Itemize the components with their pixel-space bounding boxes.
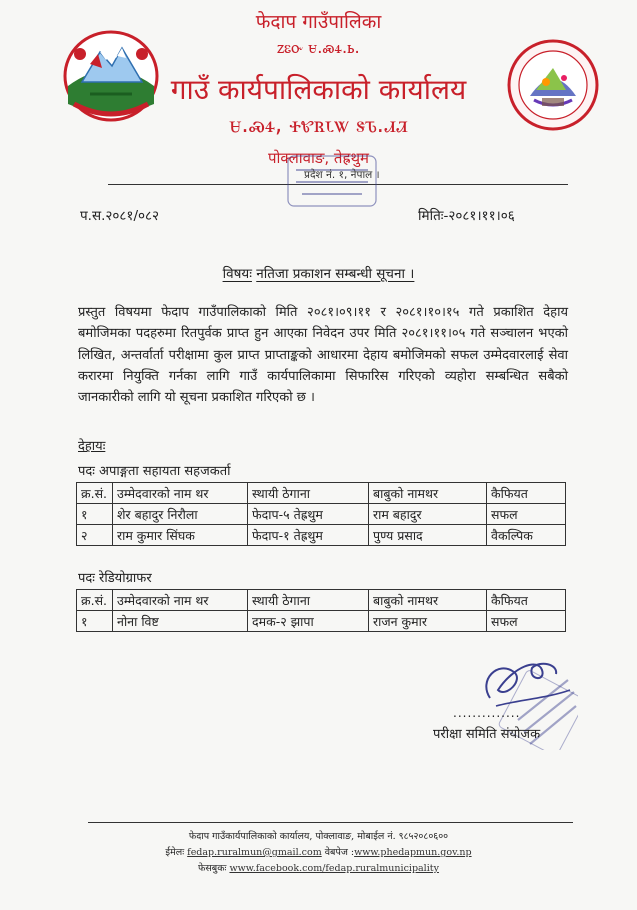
signature-line: .............. [453,706,521,720]
header-cell: कैफियत [487,590,566,611]
office-subtitle: ꮜ.ꮝꮞ, ꮠꮡꮢꮣꮤ ꮥꮦ.ꮧꮨ [229,112,408,138]
website-label: वेबपेज : [324,847,355,858]
header-cell: क्र.सं. [77,590,113,611]
issue-date: मितिः-२०८१।११।०६ [418,208,515,224]
header-cell: क्र.सं. [77,483,113,504]
table-cell: पुण्य प्रसाद [369,525,487,546]
table-cell: राजन कुमार [369,611,487,632]
subject-text: नतिजा प्रकाशन सम्बन्धी सूचना । [256,266,415,282]
office-stamp [282,152,382,210]
table-header-row [77,590,566,611]
table-cell: राम कुमार सिंघक [113,525,248,546]
table-cell: नोना विष्ट [113,611,248,632]
table-row [77,525,566,546]
stamp-text: प्रदेश नं. १, नेपाल । [304,169,380,181]
post-title-1: पदः अपाङ्गता सहायता सहजकर्ता [78,464,231,479]
footer-address: फेदाप गाउँकार्यपालिकाको कार्यालय, पोक्लावाङ, मोबाईल नं. ९८५२०८०६०० [188,831,449,842]
results-table-1 [76,482,566,546]
subject-line [0,264,637,282]
reference-number: प.स.२०८१/०८२ [80,208,160,224]
header-cell: उम्मेदवारको नाम थर [113,483,248,504]
results-table-2 [76,589,566,632]
table-row [77,611,566,632]
header-cell: कैफियत [487,483,566,504]
table-cell: वैकल्पिक [487,525,566,546]
email-label: ईमेलः [165,847,185,858]
table-header-row [77,483,566,504]
header-cell: बाबुको नामथर [369,483,487,504]
table-cell: १ [77,611,113,632]
table-cell: दमक-२ झापा [248,611,369,632]
header-cell: स्थायी ठेगाना [248,483,369,504]
website-link[interactable]: www.phedapmun.gov.np [354,847,472,858]
notice-body: प्रस्तुत विषयमा फेदाप गाउँपालिकाको मिति २०८१।०९।११ र २०८१।१०।१५ गते प्रकाशित देहाय बमोजिमका पदहरुमा रितपुर्वक प्राप्त हुन आएका निवेदन उपर मिति २०८१।११।०५ गते सञ्चालन भएको लिखित, अन्तर्वार्ता परीक्षामा कुल प्राप्त प्राप्ताङ्कको आधारमा देहाय बमोजिमको सफल उम्मेदवारलाई सेवा करारमा नियुक्ति गर्नका लागि गाउँ कार्यपालिकामा सिफारिस गरिएको व्यहोरा सम्बन्धित सबैको जानकारीको लागि यो सूचना प्रकाशित गरिएको छ । [78,305,568,406]
subject-label: विषयः [222,266,252,282]
dehay-label: देहायः [78,439,106,454]
table-cell: सफल [487,504,566,525]
facebook-link[interactable]: www.facebook.com/fedap.ruralmunicipality [229,863,439,874]
footer-contact [0,845,637,858]
table-row [77,504,566,525]
header-cell: स्थायी ठेगाना [248,590,369,611]
office-address: पोक्लावाङ, तेह्रथुम [267,149,370,167]
office-title: गाउँ कार्यपालिकाको कार्यालय [170,73,467,106]
table-cell: १ [77,504,113,525]
table-cell: राम बहादुर [369,504,487,525]
table-cell: २ [77,525,113,546]
signatory-title: परीक्षा समिति संयोजक [433,727,541,742]
facebook-label: फेसबुकः [198,863,227,874]
province-number: ꮓꮛꮕ ꮜ.ꮝꮞ.ꮟ. [277,38,360,58]
table-cell: फेदाप-१ तेह्रथुम [248,525,369,546]
footer-social [0,861,637,874]
municipality-name: फेदाप गाउँपालिका [255,11,382,33]
header-cell: उम्मेदवारको नाम थर [113,590,248,611]
table-cell: शेर बहादुर निरौला [113,504,248,525]
table-cell: फेदाप-५ तेह्रथुम [248,504,369,525]
header-cell: बाबुको नामथर [369,590,487,611]
email-link[interactable]: fedap.ruralmun@gmail.com [187,847,322,858]
table-cell: सफल [487,611,566,632]
post-title-2: पदः रेडियोग्राफर [78,571,152,586]
footer-divider [88,822,573,823]
